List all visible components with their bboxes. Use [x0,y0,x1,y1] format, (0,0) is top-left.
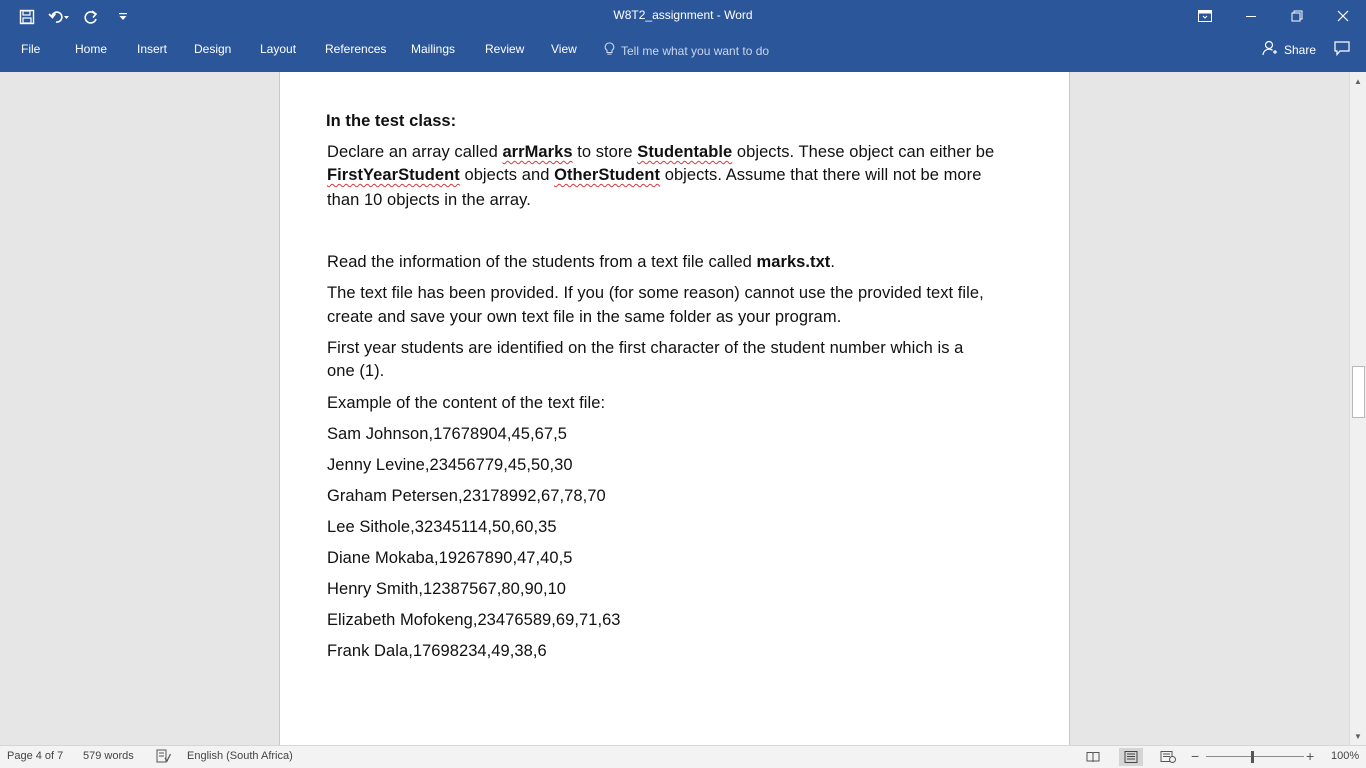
section-heading: In the test class: [326,112,457,130]
text-run: . [830,253,835,271]
record-line: Jenny Levine,23456779,45,50,30 [327,456,573,474]
window-controls [1182,0,1366,32]
share-label: Share [1284,42,1317,57]
tab-review[interactable]: Review [485,42,525,56]
undo-icon[interactable] [46,6,72,28]
tab-file[interactable]: File [21,42,41,56]
lightbulb-icon [604,42,615,59]
tell-me-placeholder: Tell me what you want to do [621,43,770,58]
print-layout-icon[interactable] [1119,748,1143,766]
window-title: W8T2_assignment - Word [613,8,753,22]
tab-home[interactable]: Home [75,42,108,56]
text-run: arrMarks [502,143,573,161]
paragraph-line: one (1). [327,362,385,380]
scroll-thumb[interactable] [1352,366,1365,418]
read-mode-icon[interactable] [1081,748,1105,766]
paragraph-line [327,143,994,162]
tab-insert[interactable]: Insert [137,42,168,56]
record-line: Frank Dala,17698234,49,38,6 [327,642,547,660]
record-line: Graham Petersen,23178992,67,78,70 [327,487,606,505]
text-run: objects. Assume that there will not be more [660,166,982,184]
tab-references[interactable]: References [325,42,387,56]
record-line: Henry Smith,12387567,80,90,10 [327,580,567,598]
zoom-out-icon[interactable]: − [1191,748,1200,764]
save-icon[interactable] [14,6,40,28]
ribbon-display-options-icon[interactable] [1182,0,1228,32]
minimize-icon[interactable] [1228,0,1274,32]
status-bar [0,745,1366,768]
close-icon[interactable] [1320,0,1366,32]
record-line: Lee Sithole,32345114,50,60,35 [327,518,557,536]
record-line: Sam Johnson,17678904,45,67,5 [327,425,567,443]
language-indicator[interactable]: English (South Africa) [187,750,293,762]
scroll-down-icon[interactable]: ▼ [1354,731,1362,741]
restore-icon[interactable] [1274,0,1320,32]
title-row [0,0,1366,32]
tab-layout[interactable]: Layout [260,42,297,56]
page-indicator[interactable]: Page 4 of 7 [7,750,64,762]
text-run: marks.txt [756,253,831,271]
share-button[interactable] [1262,40,1316,59]
proofing-icon[interactable] [156,749,171,766]
text-run: objects. These object can either be [732,143,995,161]
document-page[interactable] [279,72,1070,745]
paragraph-line: The text file has been provided. If you (for some reason) cannot use the provided text file, [327,284,984,302]
document-area [0,72,1349,745]
text-run: FirstYearStudent [327,166,460,184]
ribbon-tabs [0,32,1366,72]
redo-icon[interactable] [78,6,104,28]
text-run: Studentable [637,143,733,161]
paragraph-line: than 10 objects in the array. [327,191,531,209]
word-count[interactable]: 579 words [83,750,134,762]
text-run: objects and [459,166,555,184]
tab-design[interactable]: Design [194,42,232,56]
tab-view[interactable]: View [551,42,577,56]
example-label: Example of the content of the text file: [327,394,606,412]
person-icon [1262,40,1278,59]
vertical-scrollbar[interactable] [1349,72,1366,745]
record-line: Elizabeth Mofokeng,23476589,69,71,63 [327,611,621,629]
text-run: Read the information of the students from a text file called [327,253,757,271]
paragraph-line [327,253,835,272]
record-line: Diane Mokaba,19267890,47,40,5 [327,549,573,567]
paragraph-line: First year students are identified on the first character of the student number which is a [327,339,964,357]
zoom-level[interactable]: 100% [1331,750,1360,762]
quick-access-toolbar [14,6,136,28]
scroll-up-icon[interactable]: ▲ [1354,76,1362,86]
comments-icon[interactable] [1334,41,1350,61]
paragraph-line [327,166,981,185]
tell-me-search[interactable] [604,42,769,59]
text-run: to store [572,143,638,161]
paragraph-line: create and save your own text file in the same folder as your program. [327,308,842,326]
tab-mailings[interactable]: Mailings [411,42,456,56]
text-run: OtherStudent [554,166,661,184]
zoom-slider-thumb[interactable] [1251,751,1254,763]
zoom-in-icon[interactable]: + [1306,748,1315,764]
web-layout-icon[interactable] [1156,748,1180,766]
zoom-slider[interactable] [1206,756,1304,757]
text-run: Declare an array called [327,143,503,161]
customize-icon[interactable] [110,6,136,28]
title-bar [0,0,1366,72]
